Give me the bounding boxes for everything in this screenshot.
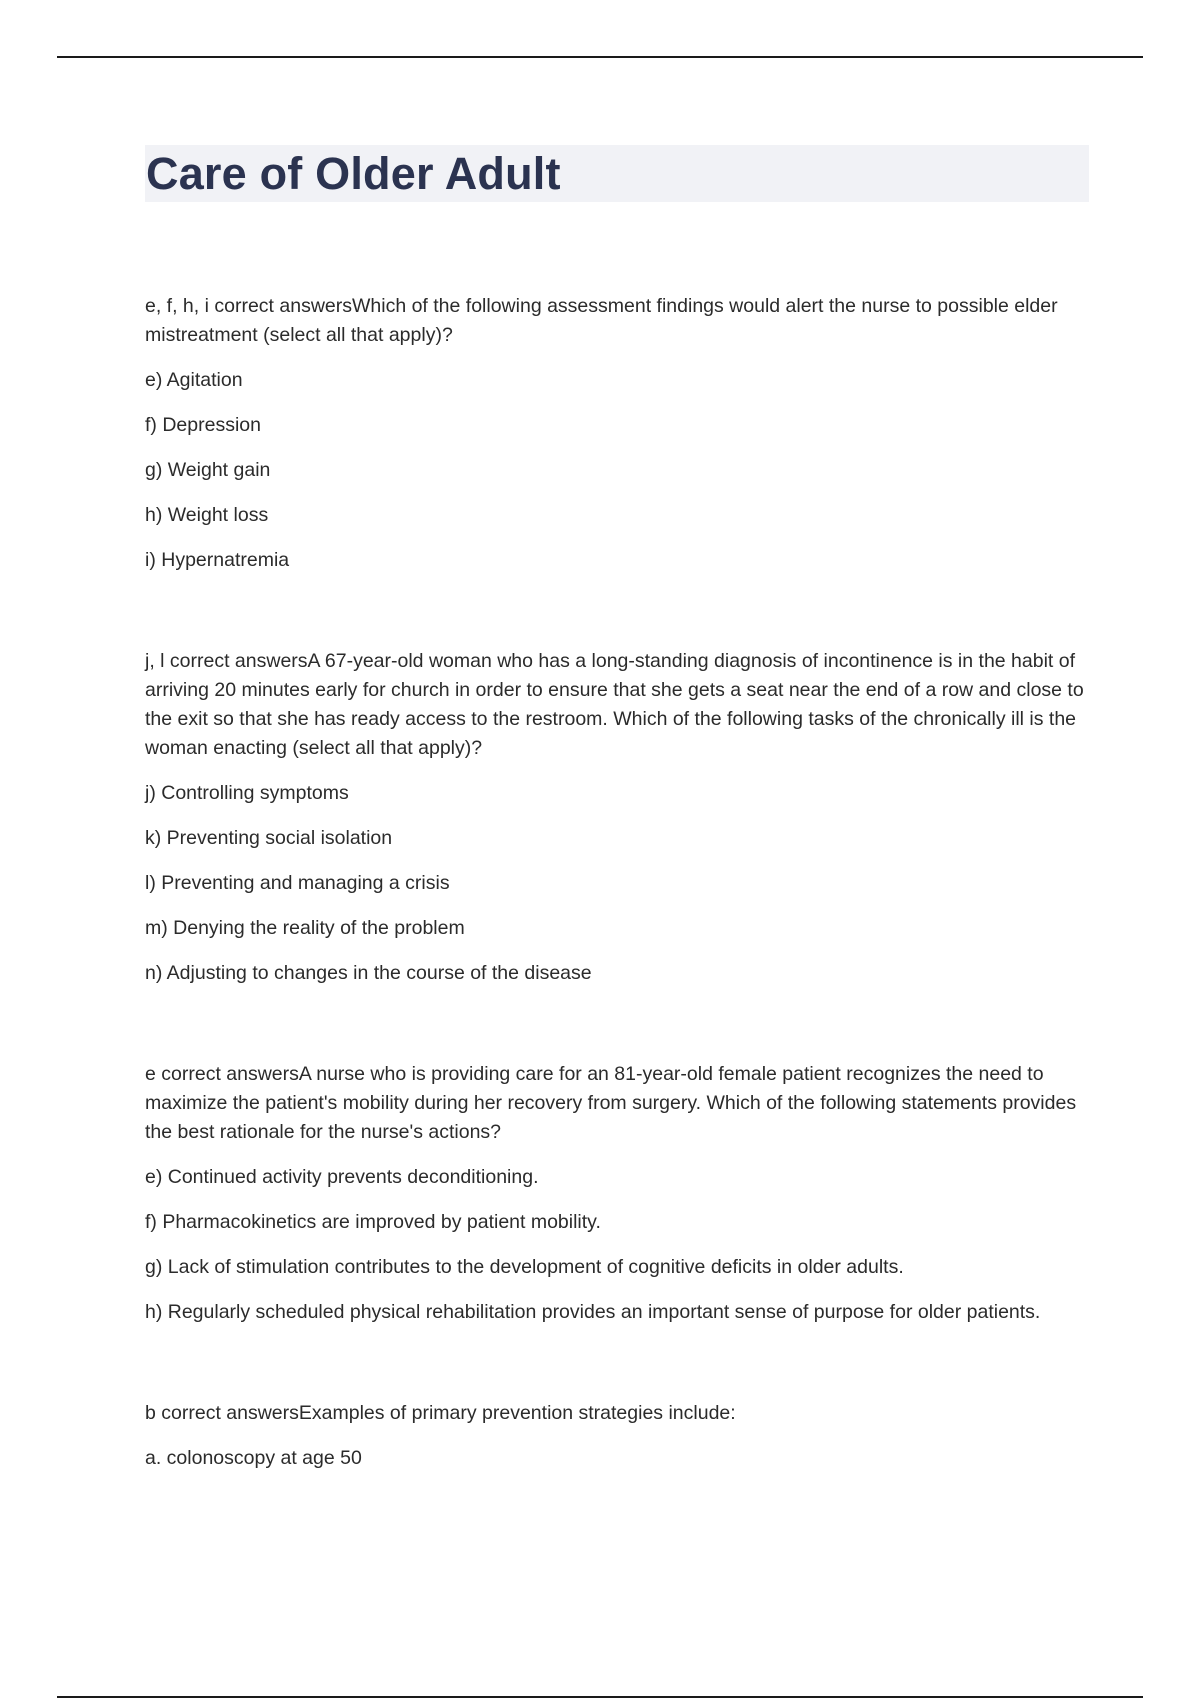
answer-option: l) Preventing and managing a crisis xyxy=(145,872,450,894)
question-block xyxy=(145,292,1090,575)
question-block xyxy=(145,647,1090,988)
answer-option: i) Hypernatremia xyxy=(145,549,290,571)
answer-option: e) Continued activity prevents deconditioning. xyxy=(145,1166,539,1188)
question-text: j, l correct answersA 67-year-old woman who has a long-standing diagnosis of incontinence is in the habit of arriving 20 minutes early for church in order to ensure that she gets a seat near the end of a row and close to the exit so that she has ready access to the restroom. Which of the following tasks of the chronically ill is the woman enacting (select all that apply)? xyxy=(145,650,1084,759)
answer-option: e) Agitation xyxy=(145,369,243,391)
answer-options xyxy=(145,366,1090,575)
question-block xyxy=(145,1399,1090,1473)
question-block xyxy=(145,1060,1090,1327)
answer-options xyxy=(145,1163,1090,1327)
answer-option: f) Pharmacokinetics are improved by patient mobility. xyxy=(145,1211,601,1233)
answer-option: h) Regularly scheduled physical rehabilitation provides an important sense of purpose for older patients. xyxy=(145,1301,1041,1323)
question-text: b correct answersExamples of primary prevention strategies include: xyxy=(145,1402,736,1424)
document-body xyxy=(145,292,1090,1545)
answer-option: n) Adjusting to changes in the course of the disease xyxy=(145,962,592,984)
answer-options xyxy=(145,1444,1090,1473)
answer-options xyxy=(145,779,1090,988)
page-title: Care of Older Adult xyxy=(146,148,561,199)
question-text: e, f, h, i correct answersWhich of the following assessment findings would alert the nurse to possible elder mistreatment (select all that apply)? xyxy=(145,295,1058,346)
answer-option: j) Controlling symptoms xyxy=(145,782,349,804)
answer-option: h) Weight loss xyxy=(145,504,269,526)
answer-option: g) Lack of stimulation contributes to the development of cognitive deficits in older adults. xyxy=(145,1256,904,1278)
question-text: e correct answersA nurse who is providing care for an 81-year-old female patient recognizes the need to maximize the patient's mobility during her recovery from surgery. Which of the following statements provides the best rationale for the nurse's actions? xyxy=(145,1063,1077,1143)
answer-option: m) Denying the reality of the problem xyxy=(145,917,465,939)
answer-option: k) Preventing social isolation xyxy=(145,827,393,849)
top-rule xyxy=(57,56,1143,58)
answer-option: a. colonoscopy at age 50 xyxy=(145,1447,362,1469)
bottom-rule xyxy=(57,1696,1143,1698)
answer-option: f) Depression xyxy=(145,414,261,436)
answer-option: g) Weight gain xyxy=(145,459,271,481)
